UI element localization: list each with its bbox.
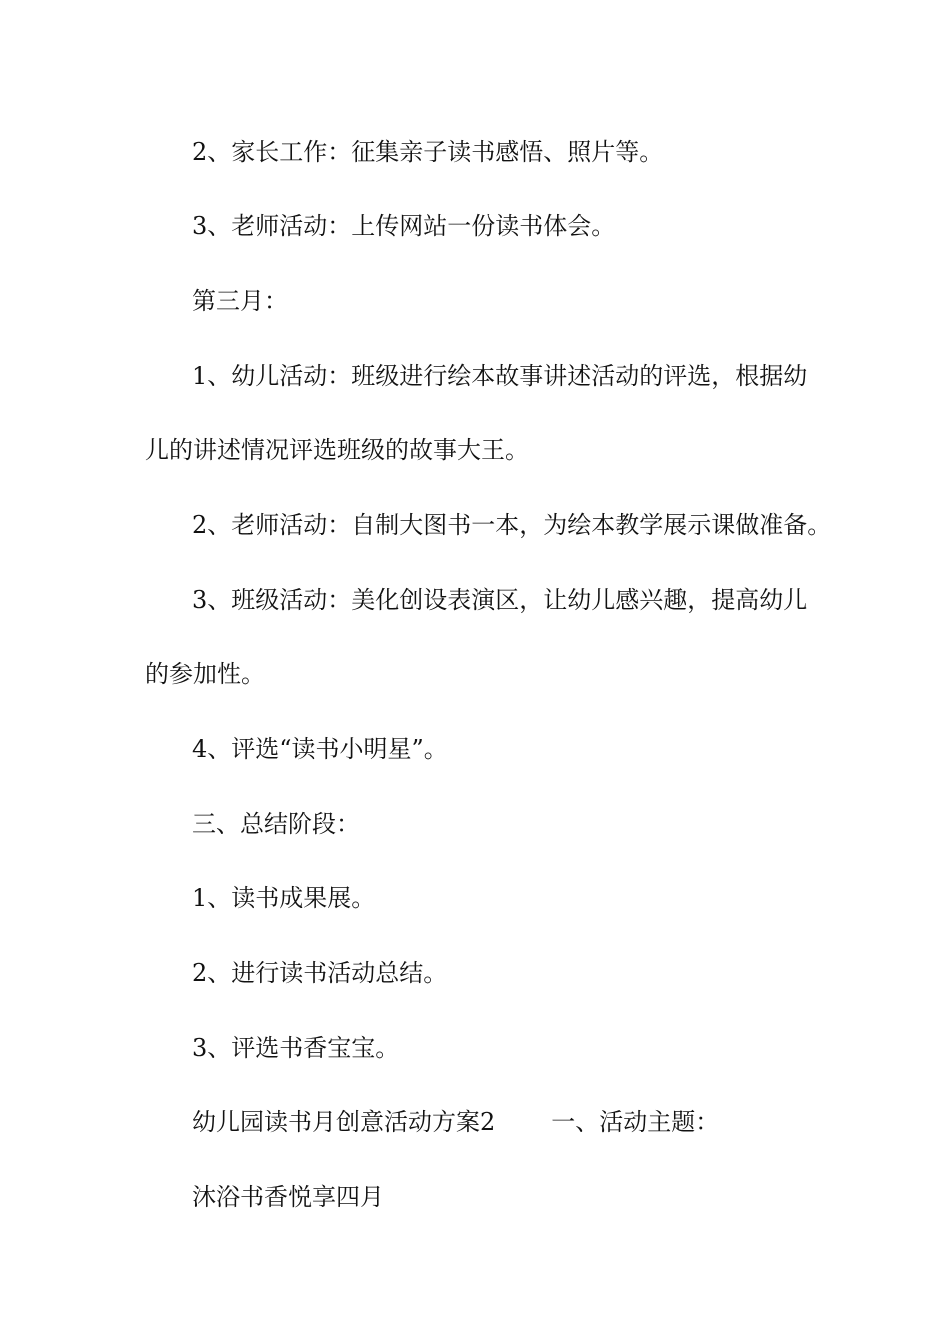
paragraph-parent-work: 2、家长工作：征集亲子读书感悟、照片等。 [192, 138, 664, 166]
paragraph-activity-summary: 2、进行读书活动总结。 [192, 959, 448, 987]
plan2-title: 幼儿园读书月创意活动方案2 [192, 1108, 496, 1136]
paragraph-class-activity-line1: 3、班级活动：美化创设表演区，让幼儿感兴趣，提高幼儿 [192, 586, 808, 614]
paragraph-class-activity-line2: 的参加性。 [145, 660, 265, 688]
paragraph-child-activity-line1: 1、幼儿活动：班级进行绘本故事讲述活动的评选，根据幼 [192, 362, 808, 390]
paragraph-child-activity-line2: 儿的讲述情况评选班级的故事大王。 [145, 436, 529, 464]
paragraph-plan2-title-line [192, 1107, 719, 1137]
paragraph-book-baby: 3、评选书香宝宝。 [192, 1034, 400, 1062]
paragraph-results-exhibit: 1、读书成果展。 [192, 884, 376, 912]
paragraph-summary-stage-heading: 三、总结阶段： [192, 810, 360, 838]
paragraph-theme-text: 沐浴书香悦享四月 [192, 1183, 384, 1211]
paragraph-teacher-upload: 3、老师活动：上传网站一份读书体会。 [192, 212, 616, 240]
paragraph-third-month-heading: 第三月： [192, 287, 288, 315]
activity-theme-heading: 一、活动主题： [551, 1108, 720, 1136]
paragraph-teacher-bigbook: 2、老师活动：自制大图书一本，为绘本教学展示课做准备。 [192, 511, 832, 539]
paragraph-reading-star: 4、评选“读书小明星”。 [192, 735, 448, 763]
